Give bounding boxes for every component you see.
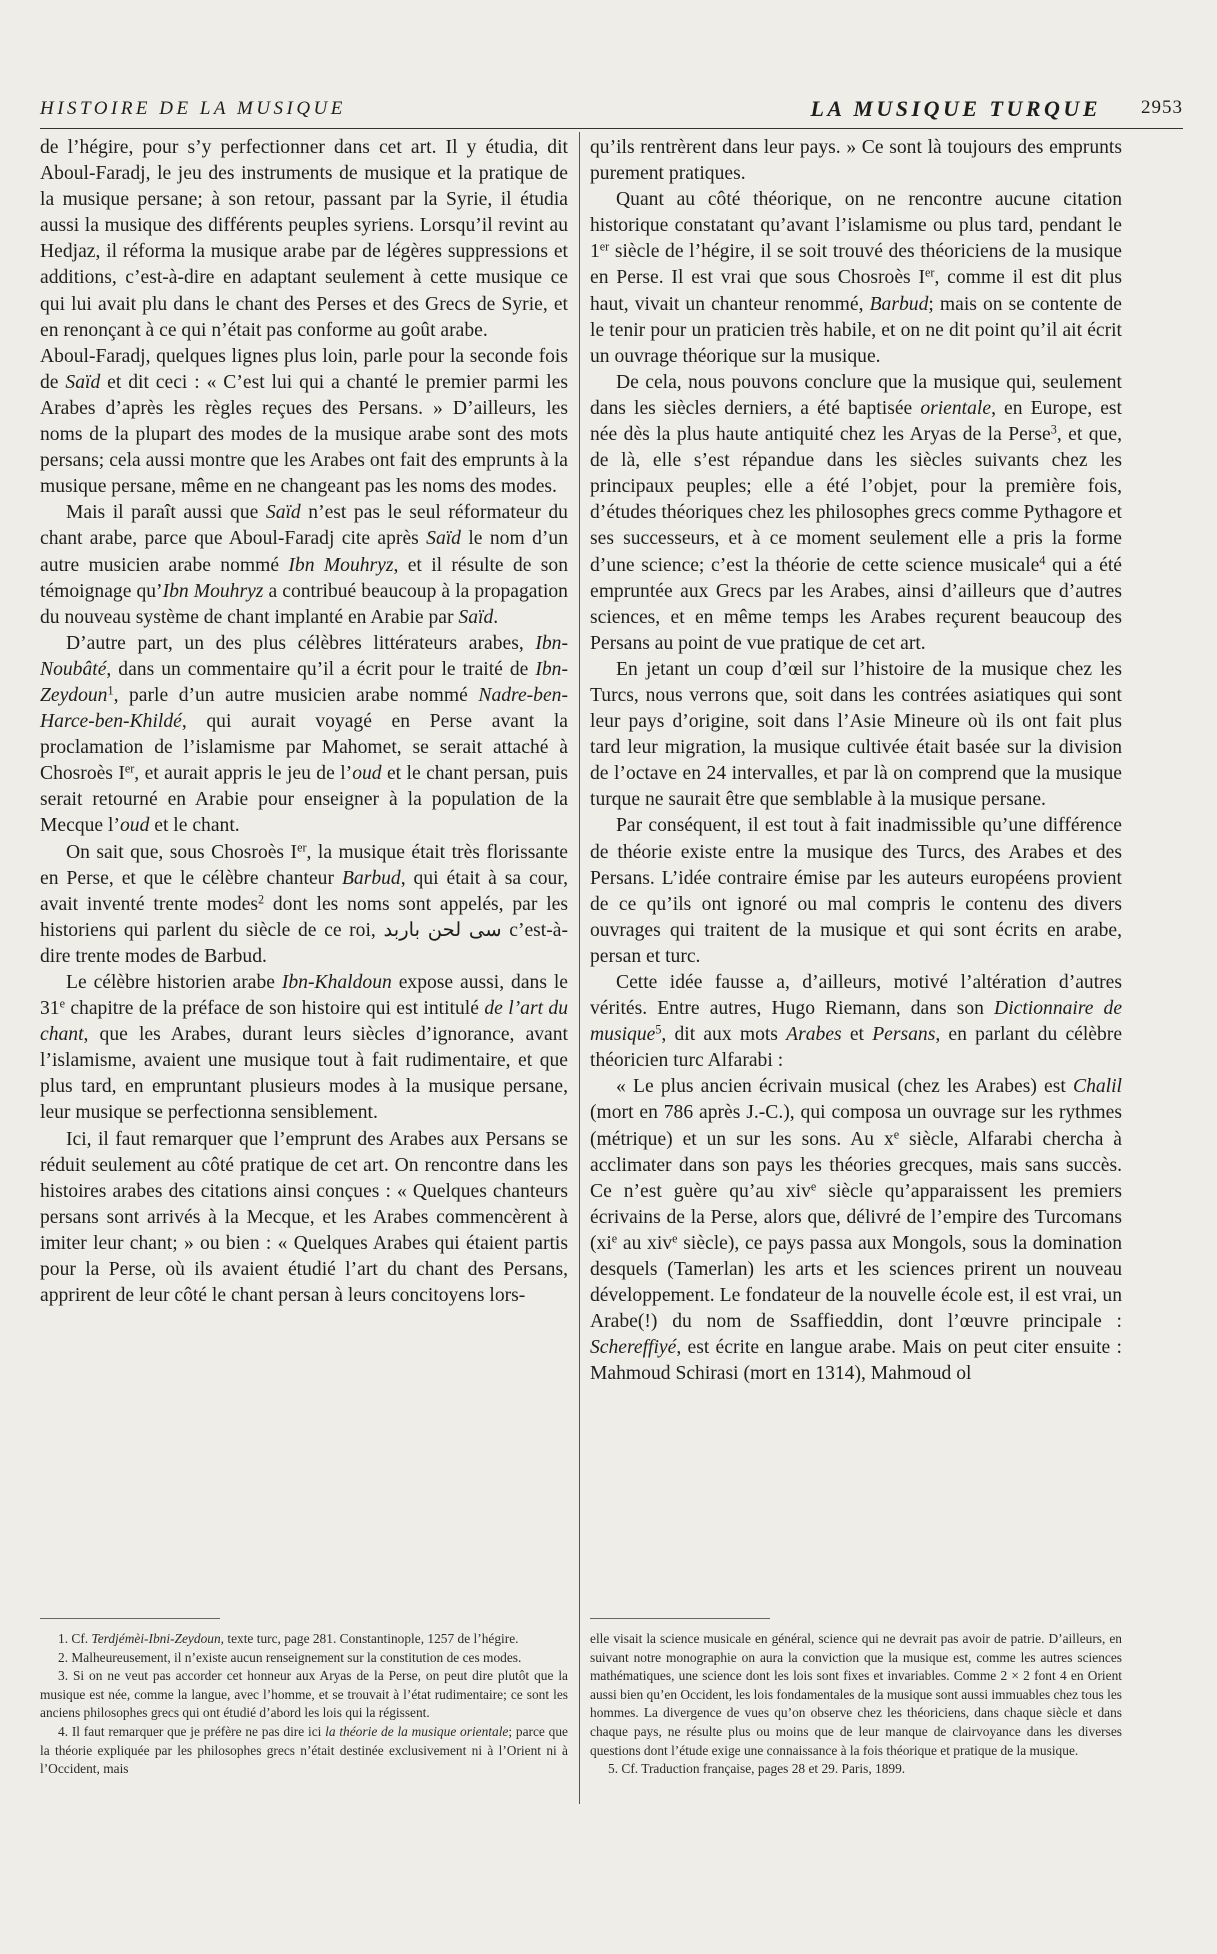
paragraph: qu’ils rentrèrent dans leur pays. » Ce sont là toujours des emprunts purement pratiques.: [590, 137, 1122, 185]
footnote: 2. Malheureusement, il n’existe aucun renseignement sur la constitution de ces modes.: [58, 1649, 522, 1665]
running-head-book-title: HISTOIRE DE LA MUSIQUE: [40, 98, 346, 119]
column-divider: [579, 132, 580, 1804]
footnote: 1. Cf. Terdjémèi-Ibni-Zeydoun, texte turc, page 281. Constantinople, 1257 de l’hégire.: [58, 1631, 519, 1646]
running-head-chapter-title: LA MUSIQUE TURQUE: [810, 96, 1101, 121]
footnote-rule-right: [590, 1618, 770, 1619]
paragraph: Quant au côté théorique, on ne rencontre aucune citation historique constatant qu’avant l’islamisme ou plus tard, pendant le 1er siècle de l’hégire, il se soit trouvé des théoriciens de la musique en Perse. Il est vrai que sous Chosroès Ier, comme il est dit plus haut, vivait un chanteur renommé, Barbud; mais on se contente de le tenir pour un praticien très habile, et on ne dit point qu’il ait écrit un ouvrage théorique sur la musique.: [590, 189, 1122, 367]
paragraph: En jetant un coup d’œil sur l’histoire de la musique chez les Turcs, nous verrons que, soit dans les contrées asiatiques qui sont leur pays d’origine, soit dans l’Asie Mineure où ils ont fait plus tard leur migration, la musique cultivée était basée sur la division de l’octave en 24 intervalles, et par là on comprend que la musique turque ne saurait être que semblable à la musique persane.: [590, 658, 1122, 811]
footnote: 3. Si on ne veut pas accorder cet honneur aux Aryas de la Perse, on peut dire plutôt que la musique est née, comme la langue, avec l’homme, et se trouvait à l’état rudimentaire; ce sont les anciens philosophes grecs qui ont étudié d’abord les lois qui la régissent.: [40, 1668, 568, 1721]
footnote-rule-left: [40, 1618, 220, 1619]
paragraph: Mais il paraît aussi que Saïd n’est pas le seul réformateur du chant arabe, parce que Aboul-Faradj cite après Saïd le nom d’un autre musicien arabe nommé Ibn Mouhryz, et il résulte de son témoignage qu’Ibn Mouhryz a contribué beaucoup à la propagation du nouveau système de chant implanté en Arabie par Saïd.: [40, 502, 568, 628]
header-rule: [40, 128, 1183, 129]
paragraph: Aboul-Faradj, quelques lignes plus loin, parle pour la seconde fois de Saïd et dit ceci : « C’est lui qui a chanté le premier parmi les Arabes d’après les règles reçues des Persans. » D’ailleurs, les noms de la plupart des modes de la musique arabe sont des mots persans; cela aussi montre que les Arabes ont fait des emprunts à la musique persane, même en ne changeant pas les noms des modes.: [40, 345, 568, 498]
paragraph: Ici, il faut remarquer que l’emprunt des Arabes aux Persans se réduit seulement au côté pratique de cet art. On rencontre dans les histoires arabes des citations ainsi conçues : « Quelques chanteurs persans sont arrivés à la Mecque, et les Arabes commencèrent à imiter leur chant; » ou bien : « Quelques Arabes qui étaient partis pour la Perse, où ils avaient étudié l’art du chant des Persans, apprirent de leur côté le chant persan à leurs concitoyens lors-: [40, 1128, 568, 1307]
paragraph: On sait que, sous Chosroès Ier, la musique était très florissante en Perse, et que le célèbre chanteur Barbud, qui était à sa cour, avait inventé trente modes$^2$ dont les noms sont appelés, par les historiens qui parlent du siècle de ce roi, سی لحن باربد c’est-à-dire trente modes de Barbud.: [40, 839, 569, 967]
right-column: [590, 135, 1122, 1388]
paragraph: De cela, nous pouvons conclure que la musique qui, seulement dans les siècles derniers, a été baptisée orientale, en Europe, est née dès la plus haute antiquité chez les Aryas de la Perse$^3$, et que, de là, elle s’est répandue dans les siècles suivants chez les principaux peuples; elle a été l’objet, pour la première fois, d’études théoriques chez les philosophes grecs comme Pythagore et ses successeurs, et à ce moment seulement elle a pris la forme d’une science; c’est la théorie de cette science musicale$^4$ qui a été empruntée aux Grecs par les Arabes, ainsi d’ailleurs que d’autres sciences, et en même temps les Arabes reçurent beaucoup des Persans au point de vue pratique de cet art.: [590, 371, 1122, 654]
footnote: 4. Il faut remarquer que je préfère ne pas dire ici la théorie de la musique orientale; parce que la théorie expliquée par les philosophes grecs n’était destinée exclusivement ni à l’Orient ni à l’Occident, mais: [40, 1723, 568, 1777]
footnotes-left: [40, 1630, 568, 1779]
footnote: elle visait la science musicale en général, science qui ne devrait pas avoir de patrie. D’ailleurs, en suivant notre monographie on aura la conviction que la musique est, comme les autres sciences mathématiques, une science dont les lois sont fixes et invariables. Comme 2 × 2 font 4 en Orient aussi bien qu’en Occident, les lois fondamentales de la musique sont aussi immuables chez tous les hommes. La divergence de vues qu’on observe chez les théoriciens, dans chaque siècle et dans chaque pays, ne résulte plus ou moins que de leur manque de clairvoyance dans les diverses questions dont l’étude exige une connaissance à la fois théorique et pratique de la musique.: [590, 1631, 1122, 1758]
footnote: 5. Cf. Traduction française, pages 28 et 29. Paris, 1899.: [608, 1761, 906, 1777]
paragraph: Le célèbre historien arabe Ibn-Khaldoun expose aussi, dans le 31e chapitre de la préface de son histoire qui est intitulé de l’art du chant, que les Arabes, durant leurs siècles d’ignorance, avant l’islamisme, avaient une musique tout à fait rudimentaire, et que plus tard, en empruntant plusieurs modes à la musique persane, leur musique se perfectionna sensiblement.: [40, 972, 569, 1124]
paragraph: « Le plus ancien écrivain musical (chez les Arabes) est Chalil (mort en 786 après J.-C.), qui composa un ouvrage sur les rythmes (métrique) et un sur les sons. Au $x^e$ siècle, Alfarabi chercha à acclimater dans son pays les théories grecques, mais sans succès. Ce n’est guère qu’au xiv$^e$ siècle qu’apparaissent les premiers écrivains de la Perse, alors que, délivré de l’empire des Turcomans ($xi^e$ au xiv$^e$ siècle), ce pays passa aux Mongols, sous la domination desquels (Tamerlan) les arts et les sciences prirent un nouveau développement. Le fondateur de la nouvelle école est, il est vrai, un Arabe(!) du nom de Ssaffieddin, dont l’œuvre principale : Schereffiyé, est écrite en langue arabe. Mais on peut citer ensuite : Mahmoud Schirasi (mort en 1314), Mahmoud ol: [590, 1076, 1123, 1385]
running-head: [40, 96, 1183, 126]
footnotes-right: [590, 1630, 1122, 1779]
paragraph: Par conséquent, il est tout à fait inadmissible qu’une différence de théorie existe entre la musique des Turcs, des Arabes et des Persans. L’idée contraire émise par les auteurs européens provient de ce qu’ils ont ignoré ou mal compris le contenu des divers ouvrages qui traitent de la musique et qui sont écrits en arabe, persan et turc.: [590, 815, 1122, 967]
paragraph: Cette idée fausse a, d’ailleurs, motivé l’altération d’autres vérités. Entre autres, Hugo Riemann, dans son Dictionnaire de musique$^5$, dit aux mots Arabes et Persans, en parlant du célèbre théoricien turc Alfarabi :: [590, 972, 1123, 1072]
paragraph: D’autre part, un des plus célèbres littérateurs arabes, Ibn-Noubâté, dans un commentaire qu’il a écrit pour le traité de Ibn-Zeydoun$^1$, parle d’un autre musicien arabe nommé Nadre-ben-Harce-ben-Khildé, qui aurait voyagé en Perse avant la proclamation de l’islamisme par Mahomet, se serait attaché à Chosroès Ier, et aurait appris le jeu de l’oud et le chant persan, puis serait retourné en Arabie pour enseigner à la population de la Mecque l’oud et le chant.: [40, 632, 568, 837]
page-number: 2953: [1141, 97, 1183, 118]
left-column: [40, 135, 568, 1309]
paragraph: de l’hégire, pour s’y perfectionner dans cet art. Il y étudia, dit Aboul-Faradj, le jeu des instruments de musique et la pratique de la musique persane; à son retour, passant par la Syrie, il étudia aussi la musique des différents peuples syriens. Lorsqu’il revint au Hedjaz, il réforma la musique arabe par de légères suppressions et additions, c’est-à-dire en adaptant seulement à cette musique ce qui lui avait plu dans le chant des Perses et des Grecs de Syrie, et en renonçant à ce qui n’était pas conforme au goût arabe.: [40, 137, 568, 341]
